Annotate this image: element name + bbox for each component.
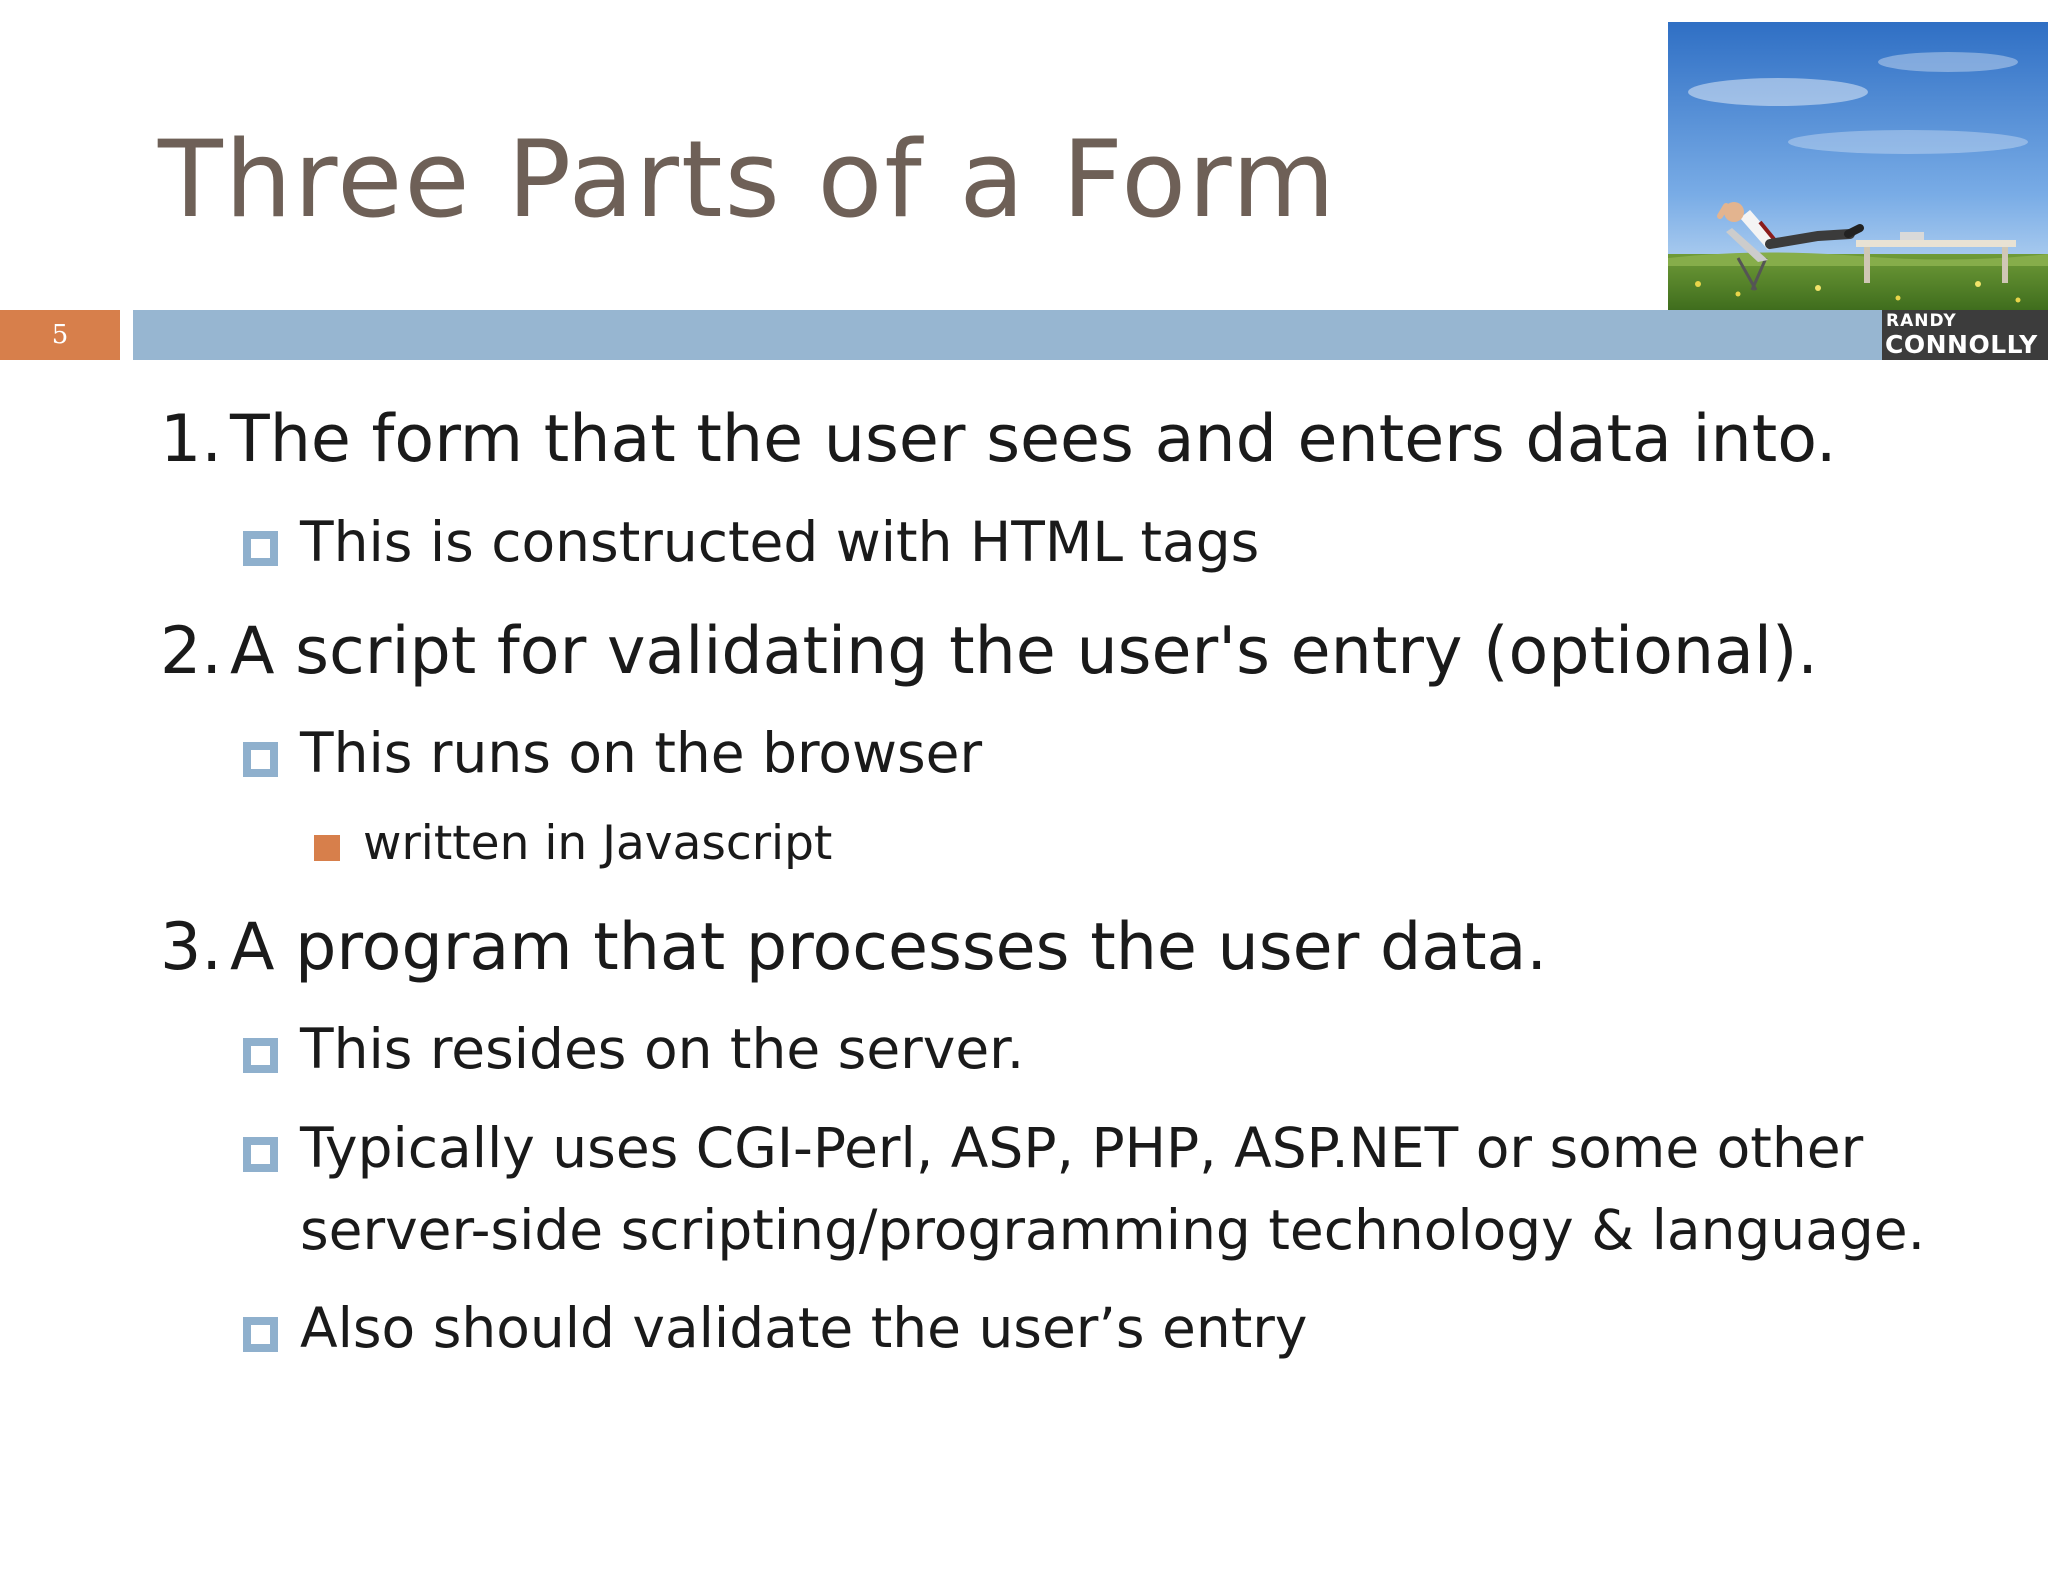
item-text: A script for validating the user's entry (optional). [230,614,1818,689]
item-number: 3. [160,910,223,985]
slide-number: 5 [0,310,120,360]
sub-sub-item: written in Javascript [363,816,833,871]
square-bullet-icon [243,1038,278,1073]
item-number: 1. [160,402,223,477]
square-bullet-icon [243,1137,278,1172]
author-logo-line2: CONNOLLY [1885,330,2038,359]
outline-item-3 [160,910,1547,985]
sub-item: This resides on the server. [300,1017,1025,1081]
sub-item: This is constructed with HTML tags [300,510,1260,574]
item-number: 2. [160,614,223,689]
sub-item-continuation: server-side scripting/programming technology & language. [300,1198,1926,1262]
square-bullet-icon [243,1317,278,1352]
sub-item: This runs on the browser [300,721,983,785]
slide-title: Three Parts of a Form [158,118,1338,241]
item-text: A program that processes the user data. [230,910,1548,985]
square-bullet-icon [243,742,278,777]
author-logo-line1: RANDY [1886,311,1957,331]
square-bullet-icon [243,531,278,566]
outline-item-2 [160,614,1818,689]
outline-item-1 [160,402,1837,477]
sub-item: Typically uses CGI-Perl, ASP, PHP, ASP.NET or some other [300,1116,1864,1180]
filled-square-bullet-icon [314,835,340,861]
sub-item: Also should validate the user’s entry [300,1296,1308,1360]
item-text: The form that the user sees and enters data into. [230,402,1837,477]
